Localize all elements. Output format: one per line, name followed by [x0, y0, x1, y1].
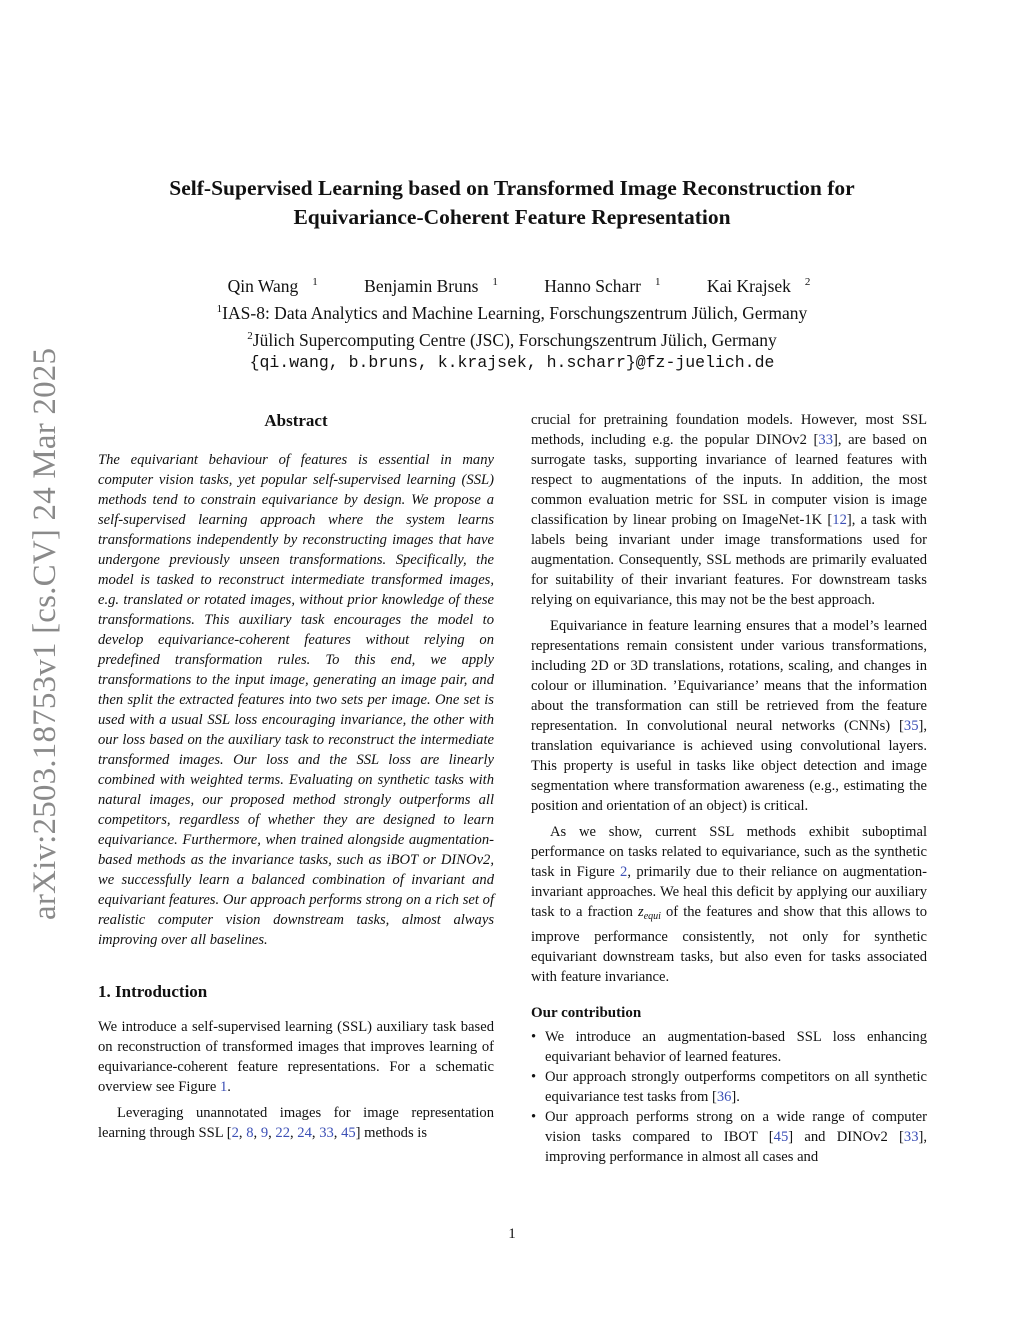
citation-link[interactable]: 22 — [275, 1125, 290, 1141]
list-item: • Our approach strongly outperforms competitors on all synthetic equivariance test tasks from [36]. — [531, 1069, 927, 1105]
author: Kai Krajsek $^2$ — [706, 275, 811, 296]
affiliation-1: $^1$IAS-8: Data Analytics and Machine Learning, Forschungszentrum Jülich, Germany — [216, 302, 808, 323]
left-column — [98, 410, 494, 1143]
title-line-2: Equivariance-Coherent Feature Representation — [293, 205, 731, 229]
author: Hanno Scharr $^1$ — [544, 275, 661, 296]
right-paragraph-2: Equivariance in feature learning ensures that a model’s learned representations remain consistent under various transformations, including 2D or 3D translations, rotations, scaling, and changes in colour or illumination. ’Equivariance’ means that the information about the transformation can still be retrieved from the feature representation. In convolutional neural networks (CNNs) [35], translation equivariance is achieved using convolutional layers. This property is useful in tasks like object detection and image segmentation where transformation awareness (e.g., estimating the position and orientation of an object) is critical. — [531, 618, 927, 814]
author-emails: {qi.wang, b.bruns, k.krajsek, h.scharr}@fz-juelich.de — [249, 353, 775, 373]
list-item: • Our approach performs strong on a wide range of computer vision tasks compared to IBOT [45] and DINOv2 [33], improving performance in almost all cases and — [531, 1109, 927, 1165]
figure-ref-link[interactable]: 2 — [620, 864, 628, 880]
figure-ref-link[interactable]: 1 — [219, 1079, 228, 1095]
introduction-heading: 1. Introduction — [98, 982, 208, 1001]
citation-link[interactable]: 33 — [818, 432, 833, 448]
citation-link[interactable]: 35 — [903, 718, 919, 734]
author-block — [0, 271, 1024, 374]
right-paragraph-3: As we show, current SSL methods exhibit suboptimal performance on tasks related to equivariance, such as the synthetic task in Figure 2, primarily due to their reliance on augmentation-invariant approaches. We heal this deficit by applying our auxiliary task to a fraction $z_{equi}$ of the features and show that this allows to improve performance consistently, not only for synthetic equivariant downstream tasks, but also even for tasks associated with feature invariance. — [531, 824, 928, 985]
contribution-heading: Our contribution — [531, 1005, 642, 1021]
citation-link[interactable]: 36 — [716, 1089, 732, 1105]
bullet-icon: • — [531, 1109, 537, 1125]
paper-title — [0, 174, 1024, 232]
citation-link[interactable]: 33 — [319, 1125, 334, 1141]
citation-link[interactable]: 24 — [297, 1125, 312, 1141]
author-names — [0, 271, 1024, 298]
citation-link[interactable]: 33 — [903, 1129, 919, 1145]
z-equi-symbol: $z_{equi}$ — [638, 904, 661, 922]
citation-link[interactable]: 9 — [260, 1125, 269, 1141]
author: Benjamin Bruns $^1$ — [364, 275, 498, 296]
page-number: 1 — [508, 1226, 516, 1242]
list-item: • We introduce an augmentation-based SSL loss enhancing equivariant behavior of learned features. — [531, 1029, 927, 1065]
arxiv-stamp: arXiv:2503.18753v1 [cs.CV] 24 Mar 2025 — [27, 347, 63, 920]
bullet-icon: • — [531, 1069, 537, 1085]
title-line-1: Self-Supervised Learning based on Transformed Image Reconstruction for — [169, 176, 855, 200]
citation-link[interactable]: 2 — [231, 1125, 239, 1141]
citation-link[interactable]: 45 — [341, 1125, 356, 1141]
right-column — [531, 410, 927, 1167]
affiliation-2: $^2$Jülich Supercomputing Centre (JSC), Forschungszentrum Jülich, Germany — [247, 329, 777, 350]
right-paragraph-1: crucial for pretraining foundation models. However, most SSL methods, including e.g. the popular DINOv2 [33], are based on surrogate tasks, supporting invariance of learned features with respect to augmentations of the inputs. In addition, the most common evaluation metric for SSL in computer vision is image classification by linear probing on ImageNet-1K [12], a task with labels being invariant under image transformations used for augmentation. Consequently, SSL methods are primarily evaluated for suitability of their invariant features. For downstream tasks relying on equivariance, this may not be the best approach. — [531, 412, 928, 608]
contribution-list — [531, 1027, 927, 1167]
abstract-text: The equivariant behaviour of features is essential in many computer vision tasks, yet popular self-supervised learning (SSL) methods tend to constrain equivariance by design. We propose a self-supervised learning approach where the system learns transformations independently by reconstructing images that have undergone previously unseen transformations. Specifically, the model is tasked to reconstruct intermediate transformed images, e.g. translated or rotated images, without prior knowledge of these transformations. This auxiliary task encourages the model to develop equivariance-coherent features without relying on predefined transformation rules. To this end, we apply transformations to the input image, generating an image pair, and then split the extracted features into two sets per image. One set is used with a usual SSL loss encouraging invariance, the other with our loss based on the auxiliary task to reconstruct the intermediate transformed images. Our loss and the SSL loss are linearly combined with weighted terms. Evaluating on synthetic tasks with natural images, our proposed method strongly outperforms all competitors, regardless of whether they are designed to learn equivariance. Furthermore, when trained alongside augmentation-based methods as the invariance tasks, such as iBOT or DINOv2, we successfully learn a balanced combination of invariant and equivariant features. Our approach performs strong on a rich set of realistic computer vision downstream tasks, almost always improving over all baselines. — [98, 452, 494, 948]
abstract-heading: Abstract — [264, 411, 328, 430]
intro-paragraph-1: We introduce a self-supervised learning (SSL) auxiliary task based on reconstruction of transformed images that improves learning of equivariance-coherent feature representations. For a schematic overview see Figure 1. — [98, 1019, 494, 1095]
citation-link[interactable]: 8 — [246, 1125, 254, 1141]
intro-paragraph-2: Leveraging unannotated images for image representation learning through SSL [2, 8, 9, 22, 24, 33, 45] methods is — [98, 1105, 494, 1141]
bullet-icon: • — [531, 1029, 537, 1045]
author: Qin Wang $^1$ — [227, 275, 318, 296]
citation-link[interactable]: 45 — [773, 1129, 789, 1145]
citation-link[interactable]: 12 — [832, 512, 847, 528]
